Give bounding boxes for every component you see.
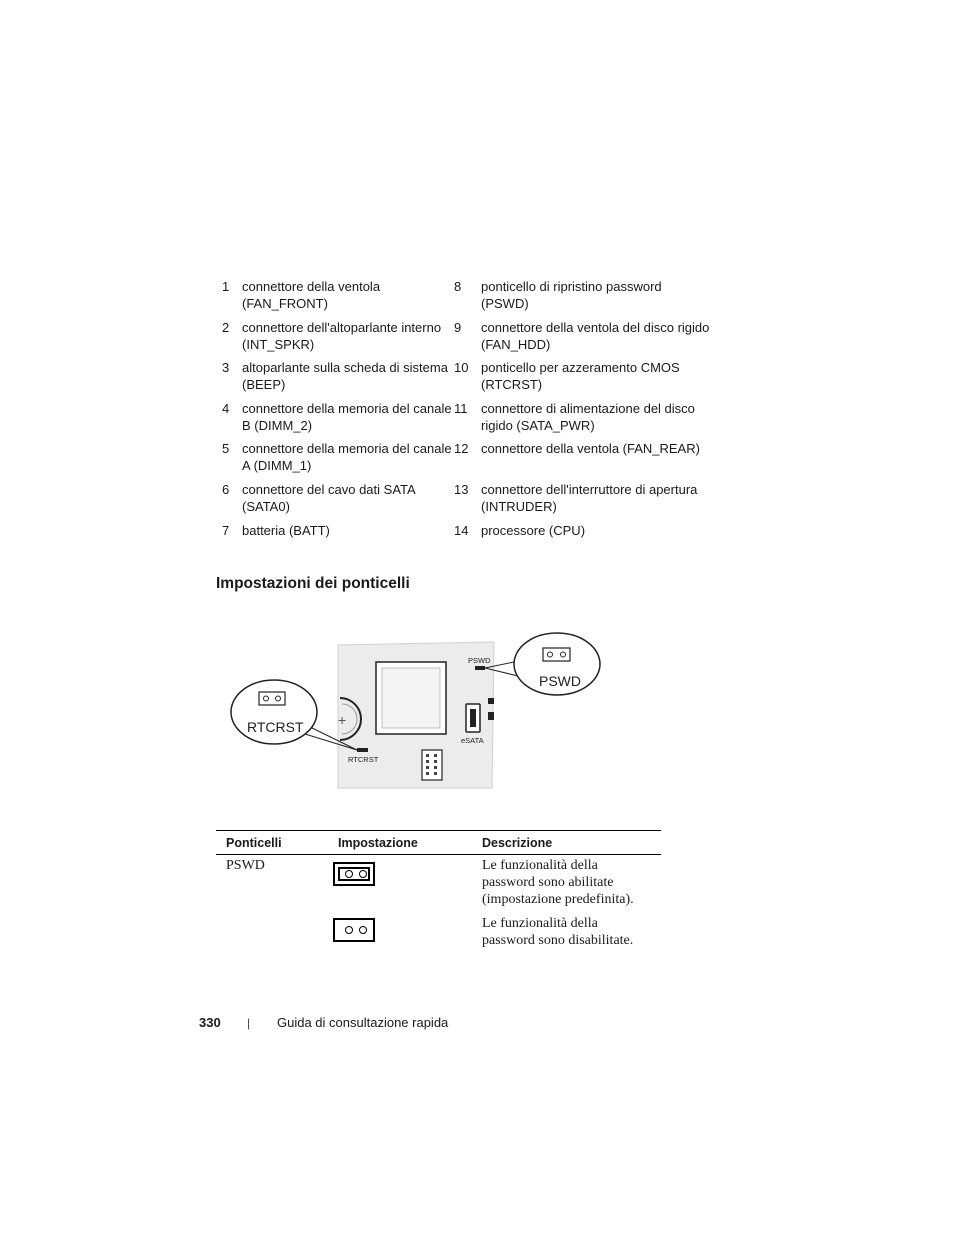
rtcrst-callout-label: RTCRST	[247, 719, 304, 735]
legend-text: ponticello di ripristino password (PSWD)	[481, 279, 662, 311]
setting-description: Le funzionalità della password sono abilitate (impostazione predefinita).	[482, 858, 634, 907]
legend-number: 6	[222, 482, 230, 497]
legend-text: connettore del cavo dati SATA (SATA0)	[242, 482, 415, 514]
legend-number: 10	[454, 360, 469, 375]
legend-number: 12	[454, 441, 469, 456]
legend-text: connettore della ventola (FAN_FRONT)	[242, 279, 381, 311]
rtcrst-jumper-on-board	[357, 748, 368, 752]
jumper-name: PSWD	[226, 858, 265, 873]
footer-separator: |	[247, 1015, 251, 1030]
legend-text: connettore della memoria del canale A (DIMM_1)	[242, 441, 452, 473]
jumper-installed-icon	[333, 862, 375, 886]
table-header-row	[216, 831, 661, 855]
connector-legend	[222, 278, 712, 542]
legend-number: 9	[454, 320, 462, 335]
legend-text: connettore di alimentazione del disco rigido (SATA_PWR)	[481, 401, 695, 433]
section-title: Impostazioni dei ponticelli	[216, 575, 410, 592]
legend-text: processore (CPU)	[481, 523, 586, 538]
legend-text: batteria (BATT)	[242, 523, 330, 538]
legend-text: connettore dell'altoparlante interno (INT_SPKR)	[242, 320, 442, 352]
page-footer	[199, 1015, 448, 1030]
pswd-jumper-on-board	[475, 666, 485, 670]
table-row	[216, 908, 661, 949]
svg-text:+: +	[338, 712, 347, 728]
pswd-callout-label: PSWD	[539, 673, 581, 689]
legend-number: 1	[222, 279, 230, 294]
legend-number: 13	[454, 482, 469, 497]
legend-number: 4	[222, 401, 230, 416]
header-connector	[422, 750, 442, 780]
legend-row	[222, 440, 712, 481]
jumper-location-diagram	[226, 630, 606, 792]
legend-row	[222, 359, 712, 400]
legend-row	[222, 278, 712, 319]
legend-text: ponticello per azzeramento CMOS (RTCRST)	[481, 360, 680, 392]
setting-description: Le funzionalità della password sono disabilitate.	[482, 916, 634, 948]
page-number: 330	[199, 1015, 221, 1030]
legend-text: altoparlante sulla scheda di sistema (BEEP)	[242, 360, 448, 392]
footer-title: Guida di consultazione rapida	[277, 1015, 449, 1030]
header-jumpers: Ponticelli	[216, 831, 328, 855]
legend-text: connettore della memoria del canale B (DIMM_2)	[242, 401, 452, 433]
board-label-esata: eSATA	[461, 736, 484, 745]
legend-text: connettore della ventola del disco rigido (FAN_HDD)	[481, 320, 710, 352]
board-label-rtcrst: RTCRST	[348, 755, 379, 764]
header-setting: Impostazione	[328, 831, 470, 855]
board-label-pswd: PSWD	[468, 656, 491, 665]
legend-number: 14	[454, 523, 469, 538]
table-row	[216, 855, 661, 909]
legend-row	[222, 319, 712, 359]
header-description: Descrizione	[470, 831, 661, 855]
jumper-settings-table	[216, 830, 661, 949]
legend-row	[222, 400, 712, 440]
legend-number: 8	[454, 279, 462, 294]
legend-number: 11	[454, 401, 468, 416]
legend-number: 2	[222, 320, 230, 335]
legend-text: connettore dell'interruttore di apertura (INTRUDER)	[481, 482, 698, 514]
legend-text: connettore della ventola (FAN_REAR)	[481, 441, 700, 456]
jumper-removed-icon	[333, 918, 375, 942]
legend-number: 7	[222, 523, 230, 538]
legend-number: 3	[222, 360, 230, 375]
legend-row	[222, 481, 712, 522]
legend-row	[222, 522, 712, 542]
legend-number: 5	[222, 441, 230, 456]
